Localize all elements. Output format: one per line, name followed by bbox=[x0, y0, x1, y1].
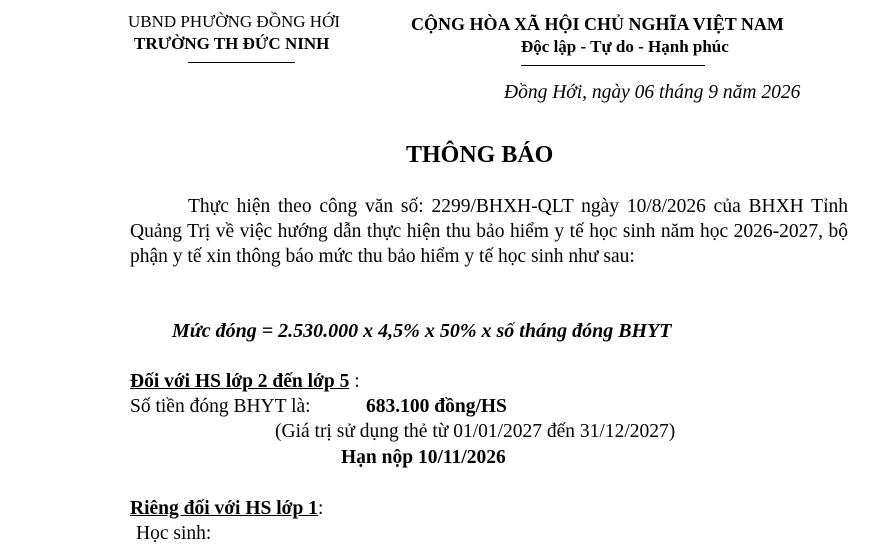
card-validity: (Giá trị sử dụng thẻ từ 01/01/2027 đến 31/12/2027) bbox=[275, 421, 676, 442]
school-underline bbox=[188, 62, 295, 63]
authority-name: UBND PHƯỜNG ĐỒNG HỚI bbox=[128, 12, 340, 31]
nation-name: CỘNG HÒA XÃ HỘI CHỦ NGHĨA VIỆT NAM bbox=[411, 14, 784, 34]
intro-paragraph bbox=[130, 194, 848, 269]
amount-value: 683.100 đồng/HS bbox=[366, 396, 507, 417]
section-grade-1-heading bbox=[130, 498, 323, 520]
payment-deadline: Hạn nộp 10/11/2026 bbox=[341, 447, 506, 468]
fee-formula: Mức đóng = 2.530.000 x 4,5% x 50% x số tháng đóng BHYT bbox=[172, 320, 672, 342]
section-grade-1-title: Riêng đối với HS lớp 1 bbox=[130, 498, 318, 519]
amount-label: Số tiền đóng BHYT là: bbox=[130, 396, 311, 417]
national-motto: Độc lập - Tự do - Hạnh phúc bbox=[521, 37, 729, 56]
section-grade-2-5-colon: : bbox=[349, 371, 360, 392]
section-grade-2-5-heading bbox=[130, 371, 360, 393]
section-grade-1-colon: : bbox=[317, 498, 324, 519]
date-line: Đồng Hới, ngày 06 tháng 9 năm 2026 bbox=[504, 82, 801, 103]
document-title: THÔNG BÁO bbox=[406, 142, 554, 168]
student-label: Học sinh: bbox=[136, 523, 212, 544]
school-name: TRƯỜNG TH ĐỨC NINH bbox=[134, 34, 330, 53]
motto-underline bbox=[521, 65, 705, 66]
intro-text: Thực hiện theo công văn số: 2299/BHXH-QLT ngày 10/8/2026 của BHXH Tỉnh Quảng Trị về việc hướng dẫn thực hiện thu bảo hiểm y tế học sinh năm học 2026-2027, bộ phận y tế xin thông báo mức thu bảo hiểm y tế học sinh như sau: bbox=[130, 196, 848, 267]
section-grade-2-5-title: Đối với HS lớp 2 đến lớp 5 bbox=[130, 371, 350, 392]
